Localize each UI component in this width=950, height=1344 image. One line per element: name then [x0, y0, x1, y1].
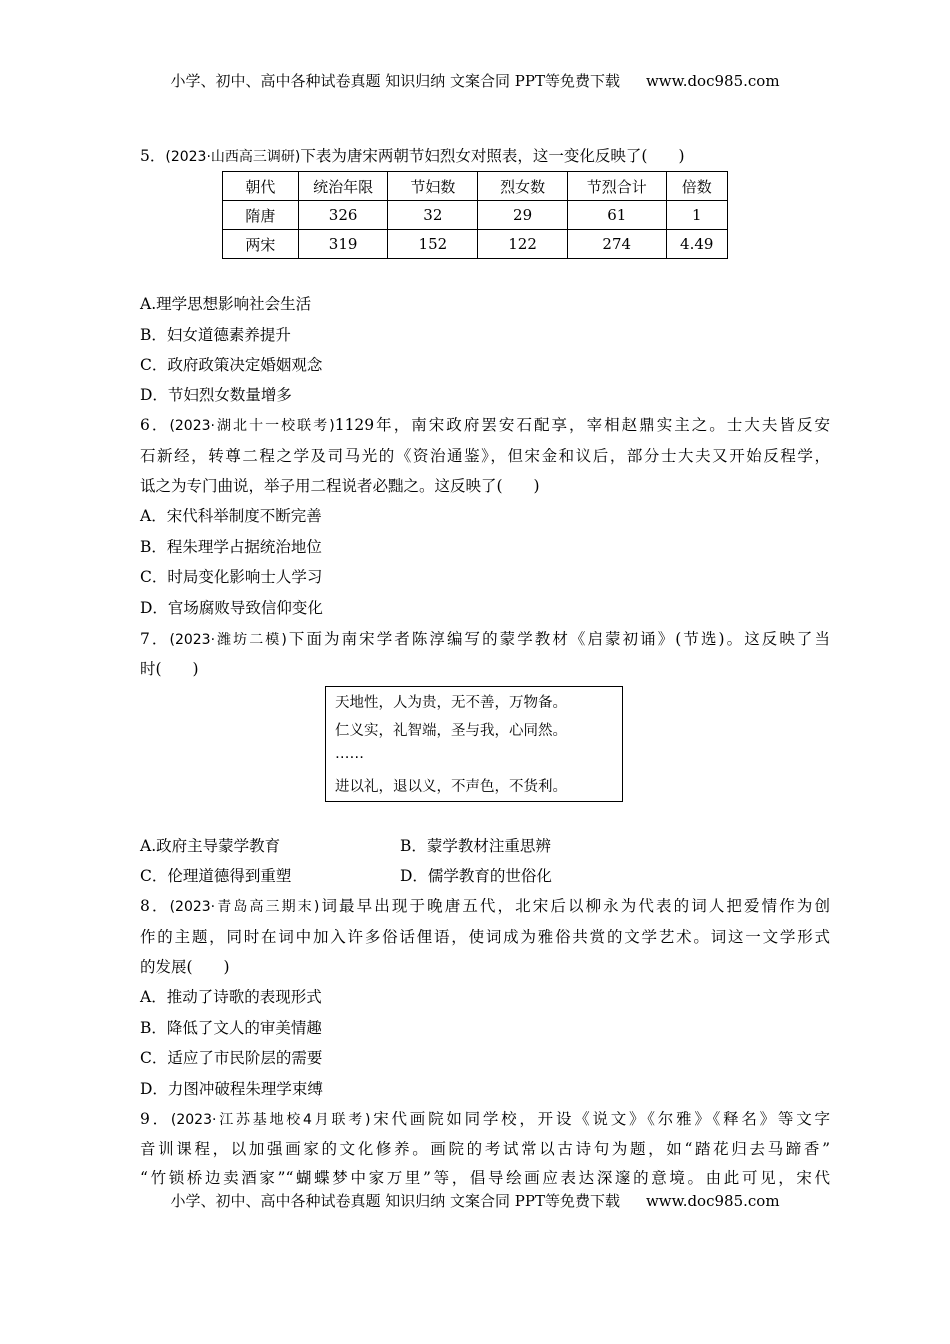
table-cell: 4.49 — [666, 230, 727, 259]
q5-table — [222, 171, 728, 259]
header-text: 小学、初中、高中各种试卷真题 知识归纳 文案合同 PPT等免费下载 — [170, 72, 620, 90]
table-cell: 152 — [388, 230, 478, 259]
header-site: www.doc985.com — [645, 72, 780, 90]
q6-option-b: B．程朱理学占据统治地位 — [140, 538, 322, 556]
q6-line1-text: 1129年，南宋政府罢安石配享，宰相赵鼎实主之。士大夫皆反安 — [334, 416, 830, 434]
q5-stem — [140, 144, 685, 166]
q7-option-d: D．儒学教育的世俗化 — [400, 867, 552, 885]
q9-number: 9． — [140, 1110, 171, 1128]
q6-option-a: A．宋代科举制度不断完善 — [140, 507, 322, 525]
table-header-cell: 烈女数 — [478, 172, 568, 201]
table-cell: 29 — [478, 201, 568, 230]
q9-line-1 — [140, 1107, 830, 1129]
table-header-row — [223, 172, 728, 201]
footer-text: 小学、初中、高中各种试卷真题 知识归纳 文案合同 PPT等免费下载 — [170, 1192, 620, 1210]
q9-line1-text: 宋代画院如同学校，开设《说文》《尔雅》《释名》等文字 — [370, 1110, 830, 1128]
table-header-cell: 倍数 — [666, 172, 727, 201]
q6-number: 6． — [140, 416, 170, 434]
q9-line-2: 音训课程，以加强画家的文化修养。画院的考试常以古诗句为题，如“踏花归去马蹄香” — [140, 1140, 830, 1158]
q8-option-d: D．力图冲破程朱理学束缚 — [140, 1080, 323, 1098]
q7-option-c: C．伦理道德得到重塑 — [140, 867, 292, 885]
q5-source: (2023·山西高三调研) — [165, 149, 301, 165]
table-cell: 隋唐 — [223, 201, 299, 230]
q5-option-a: A.理学思想影响社会生活 — [140, 295, 312, 313]
poem-line: 仁义实，礼智端，圣与我，心同然。 — [335, 723, 567, 739]
q9-line-3: “竹锁桥边卖酒家”“蝴蝶梦中家万里”等，倡导绘画应表达深邃的意境。由此可见，宋代 — [140, 1169, 830, 1187]
q7-line-2: 时( ) — [140, 660, 199, 678]
table-cell: 61 — [567, 201, 666, 230]
page-footer — [0, 1190, 950, 1211]
table-cell: 1 — [666, 201, 727, 230]
table-header-cell: 朝代 — [223, 172, 299, 201]
q6-option-c: C．时局变化影响士人学习 — [140, 568, 323, 586]
q5-option-c: C．政府政策决定婚姻观念 — [140, 356, 323, 374]
q7-source: (2023·潍坊二模) — [169, 632, 287, 648]
footer-site: www.doc985.com — [645, 1192, 780, 1210]
table-cell: 319 — [298, 230, 388, 259]
q5-number: 5． — [140, 147, 166, 165]
poem-line: …… — [335, 746, 364, 762]
q6-source: (2023·湖北十一校联考) — [169, 418, 335, 434]
page-header — [0, 70, 950, 91]
q8-line-3: 的发展( ) — [140, 958, 230, 976]
q7-line1-text: 下面为南宋学者陈淳编写的蒙学教材《启蒙初诵》(节选)。这反映了当 — [286, 630, 830, 648]
q6-option-d: D．官场腐败导致信仰变化 — [140, 599, 323, 617]
table-cell: 122 — [478, 230, 568, 259]
table-header-cell: 节烈合计 — [567, 172, 666, 201]
table-cell: 326 — [298, 201, 388, 230]
q8-option-a: A．推动了诗歌的表现形式 — [140, 988, 322, 1006]
table-cell: 32 — [388, 201, 478, 230]
q7-poem-box — [325, 686, 623, 802]
table-cell: 274 — [567, 230, 666, 259]
q6-line-1 — [140, 413, 830, 435]
table-cell: 两宋 — [223, 230, 299, 259]
q7-number: 7． — [140, 630, 170, 648]
q7-line-1 — [140, 627, 830, 649]
table-header-cell: 统治年限 — [298, 172, 388, 201]
q5-option-b: B．妇女道德素养提升 — [140, 326, 291, 344]
q7-option-b: B．蒙学教材注重思辨 — [400, 837, 551, 855]
poem-line: 天地性，人为贵，无不善，万物备。 — [335, 695, 567, 711]
q8-line-1 — [140, 894, 830, 916]
q6-line-3: 诋之为专门曲说，举子用二程说者必黜之。这反映了( ) — [140, 477, 540, 495]
q5-stem-text: 下表为唐宋两朝节妇烈女对照表，这一变化反映了( ) — [300, 147, 685, 165]
q8-line1-text: 词最早出现于晚唐五代，北宋后以柳永为代表的词人把爱情作为创 — [319, 897, 830, 915]
q8-line-2: 作的主题，同时在词中加入许多俗话俚语，使词成为雅俗共赏的文学艺术。词这一文学形式 — [140, 928, 830, 946]
table-row — [223, 201, 728, 230]
q9-source: (2023·江苏基地校4月联考) — [170, 1112, 371, 1128]
table-row — [223, 230, 728, 259]
q8-option-b: B．降低了文人的审美情趣 — [140, 1019, 322, 1037]
q8-source: (2023·青岛高三期末) — [169, 899, 320, 915]
q8-number: 8． — [140, 897, 170, 915]
q7-option-a: A.政府主导蒙学教育 — [140, 837, 281, 855]
table-header-cell: 节妇数 — [388, 172, 478, 201]
poem-line: 进以礼，退以义，不声色，不货利。 — [335, 779, 567, 795]
q6-line-2: 石新经，转尊二程之学及司马光的《资治通鉴》，但宋金和议后，部分士大夫又开始反程学， — [140, 447, 830, 465]
q8-option-c: C．适应了市民阶层的需要 — [140, 1049, 323, 1067]
q5-option-d: D．节妇烈女数量增多 — [140, 386, 292, 404]
